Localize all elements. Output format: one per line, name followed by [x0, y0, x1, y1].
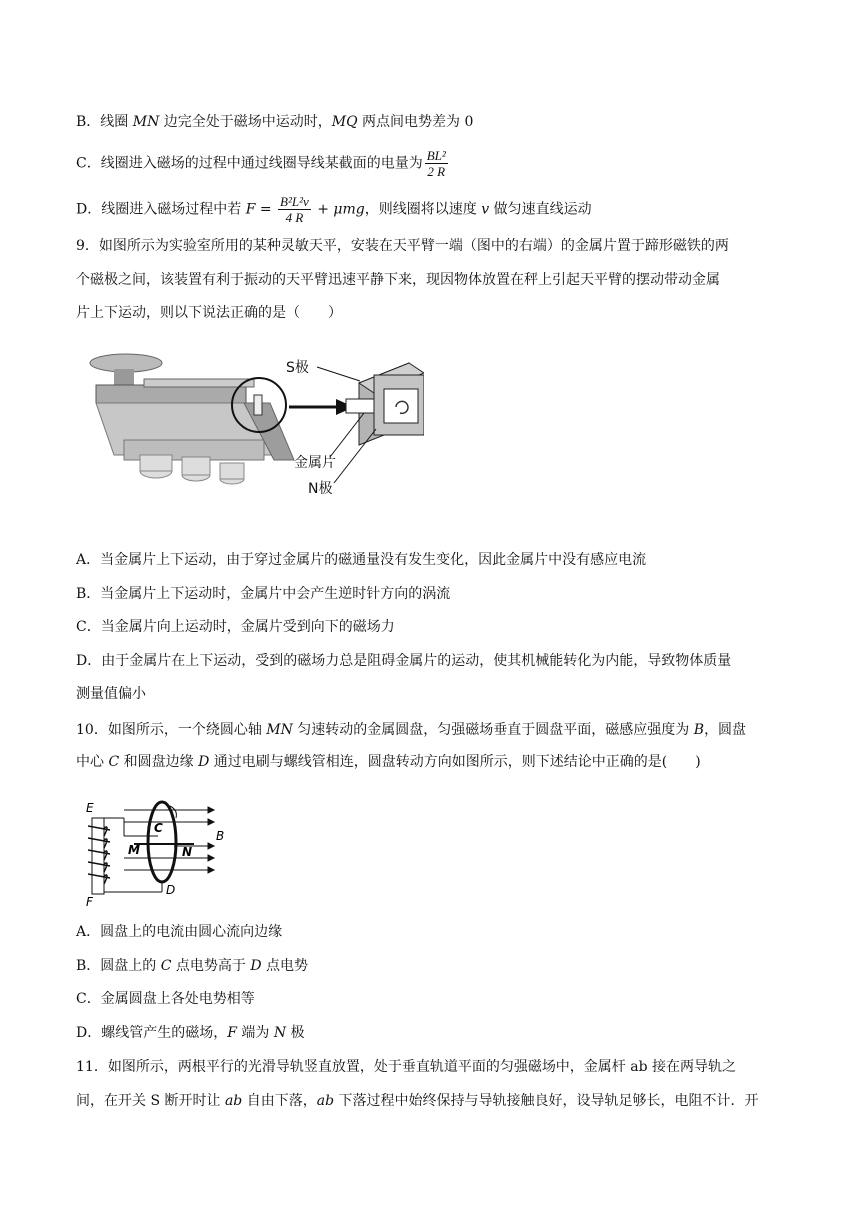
charge-fraction: $\frac{\text{BL²}}{2 R}$	[426, 148, 446, 179]
q10-option-b: B．圆盘上的 C 点电势高于 D 点电势	[76, 958, 309, 974]
q9-option-b: B．当金属片上下运动时，金属片中会产生逆时针方向的涡流	[76, 586, 451, 602]
label-N: N	[182, 845, 193, 859]
q8-option-b: B．线圈 MN 边完全处于磁场中运动时，MQ 两点间电势差为 0	[76, 114, 474, 130]
q10-stem-line-2: 中心 C 和圆盘边缘 D 通过电刷与螺线管相连，圆盘转动方向如图所示，则下述结论中正确的是( )	[76, 754, 701, 770]
solenoid	[88, 818, 110, 894]
q9-option-d-line-1: D．由于金属片在上下运动，受到的磁场力总是阻碍金属片的运动，使其机械能转化为内能，导致物体质量	[76, 653, 732, 669]
horseshoe-magnet	[346, 363, 424, 445]
q10-stem-line-1: 10．如图所示，一个绕圆心轴 MN 匀速转动的金属圆盘，匀强磁场垂直于圆盘平面，磁感应强度为 B，圆盘	[76, 722, 747, 738]
balance-illustration	[90, 354, 294, 484]
q8-option-d: D．线圈进入磁场过程中若 F = $\frac{\text{B²L²v}}{4 R}$ + μmg，则线圈将以速度 v 做匀速直线运动	[76, 194, 592, 225]
label-M: M	[128, 843, 140, 857]
q11-stem-line-2: 间，在开关 S 断开时让 ab 自由下落，ab 下落过程中始终保持与导轨接触良好，设导轨足够长，电阻不计．开	[76, 1093, 759, 1109]
q10-option-a: A．圆盘上的电流由圆心流向边缘	[76, 924, 283, 940]
q9-option-c: C．当金属片向上运动时，金属片受到向下的磁场力	[76, 619, 395, 635]
n-pole-label: N极	[308, 481, 333, 497]
q9-stem-line-1: 9．如图所示为实验室所用的某种灵敏天平，安装在天平臂一端（图中的右端）的金属片置于蹄形磁铁的两	[76, 238, 729, 254]
disk-solenoid-figure	[84, 796, 234, 908]
q9-stem-line-3: 片上下运动，则以下说法正确的是（ ）	[76, 305, 342, 321]
label-E: E	[86, 801, 94, 815]
label-F: F	[86, 895, 93, 908]
force-fraction: $\frac{\text{B²L²v}}{4 R}$	[280, 194, 309, 225]
q10-option-d: D．螺线管产生的磁场，F 端为 N 极	[76, 1025, 305, 1041]
q10-option-c: C．金属圆盘上各处电势相等	[76, 991, 255, 1007]
q8-option-c: C．线圈进入磁场的过程中通过线圈导线某截面的电量为 $\frac{\text{BL²}}{2 R}$	[76, 148, 446, 179]
q11-stem-line-1: 11．如图所示，两根平行的光滑导轨竖直放置，处于垂直轨道平面的匀强磁场中，金属杆 ab 接在两导轨之	[76, 1059, 737, 1075]
label-D: D	[166, 883, 176, 897]
s-pole-label: S极	[286, 360, 309, 376]
metal-sheet-label: 金属片	[294, 455, 336, 471]
arrow-right-icon	[289, 399, 354, 415]
q9-option-d-line-2: 测量值偏小	[76, 686, 146, 702]
label-C: C	[154, 821, 163, 835]
label-B: B	[216, 829, 225, 843]
q9-stem-line-2: 个磁极之间，该装置有利于振动的天平臂迅速平静下来，现因物体放置在秤上引起天平臂的摆动带动金属	[76, 272, 720, 288]
q9-option-a: A．当金属片上下运动，由于穿过金属片的磁通量没有发生变化，因此金属片中没有感应电流	[76, 552, 647, 568]
field-lines	[124, 807, 214, 873]
balance-magnet-figure	[84, 345, 424, 505]
